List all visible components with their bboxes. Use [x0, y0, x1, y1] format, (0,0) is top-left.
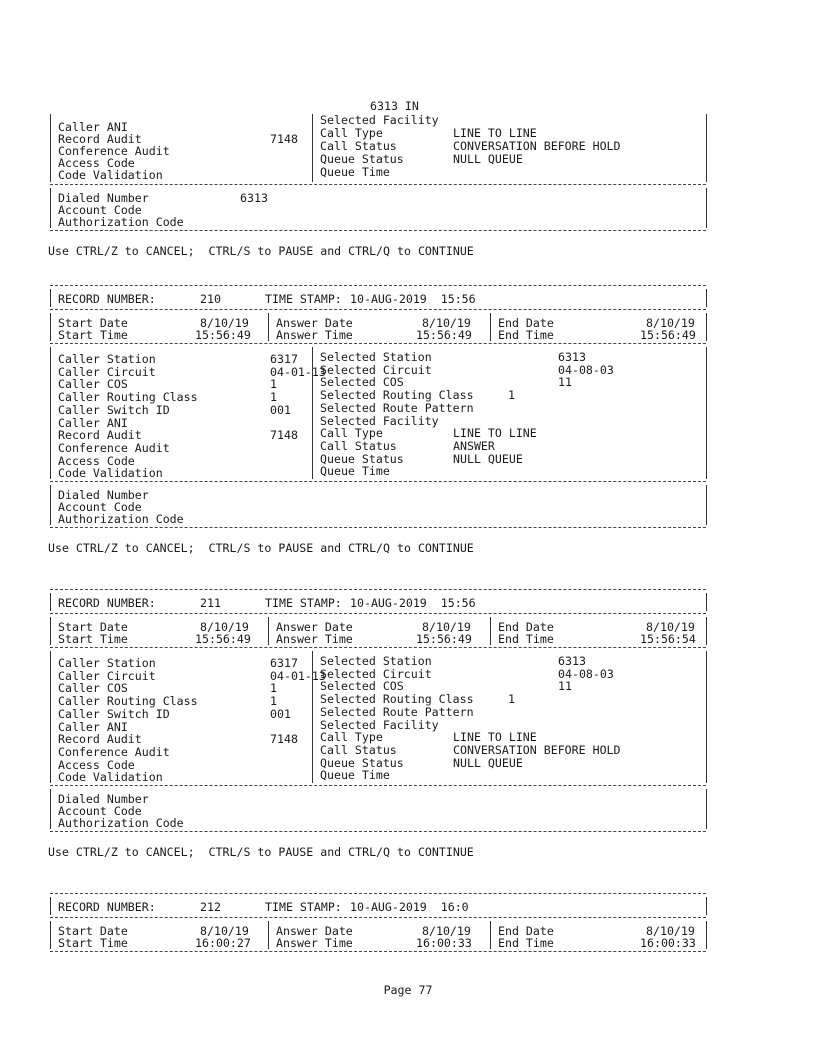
selected-station-value: 6313: [558, 654, 586, 668]
start-time-label: Start Time: [58, 936, 128, 950]
left-border: [50, 485, 51, 525]
selected-cos-label: Selected COS: [320, 679, 404, 694]
column-divider: [490, 617, 491, 645]
right-border: [706, 114, 707, 182]
selected-routing-class-value: 1: [508, 388, 515, 403]
call-status-label: Call Status: [320, 438, 397, 453]
column-divider: [268, 921, 269, 949]
selected-cos-label: Selected COS: [320, 375, 404, 390]
call-status-label: Call Status: [320, 139, 397, 153]
caller-switch-id-value: 001: [270, 402, 291, 417]
authorization-code-label: Authorization Code: [58, 816, 184, 830]
divider: [50, 785, 706, 786]
answer-date-label: Answer Date: [276, 620, 353, 634]
column-divider: [490, 921, 491, 949]
left-border: [50, 651, 51, 783]
continue-prompt: Use CTRL/Z to CANCEL; CTRL/S to PAUSE and CTRL/Q to CONTINUE: [48, 845, 474, 859]
start-time-value: 15:56:49: [195, 328, 251, 342]
end-date-label: End Date: [498, 924, 554, 938]
selected-route-pattern-label: Selected Route Pattern: [320, 400, 474, 415]
queue-status-value: NULL QUEUE: [453, 755, 523, 770]
right-border: [706, 651, 707, 783]
selected-circuit-label: Selected Circuit: [320, 362, 432, 377]
record-audit-label: Record Audit: [58, 732, 142, 747]
selected-circuit-value: 04-08-03: [558, 666, 614, 681]
left-border: [50, 897, 51, 915]
left-border: [50, 289, 51, 307]
record-number-value: 212: [200, 900, 221, 914]
selected-circuit-label: Selected Circuit: [320, 666, 432, 681]
left-border: [50, 347, 51, 479]
start-time-value: 15:56:49: [195, 632, 251, 646]
continuation-top-value: 6313 IN: [370, 99, 419, 113]
answer-time-value: 15:56:49: [416, 328, 472, 342]
column-divider: [312, 114, 313, 182]
page-number: Page 77: [383, 983, 433, 997]
account-code-label: Account Code: [58, 203, 142, 217]
conference-audit-label: Conference Audit: [58, 440, 170, 455]
answer-date-value: 8/10/19: [422, 620, 471, 634]
call-status-value: ANSWER: [453, 438, 495, 453]
end-date-value: 8/10/19: [646, 924, 695, 938]
access-code-label: Access Code: [58, 453, 135, 468]
column-divider: [268, 313, 269, 341]
caller-cos-value: 1: [270, 377, 277, 392]
caller-routing-class-value: 1: [270, 390, 277, 405]
access-code-label: Access Code: [58, 757, 135, 772]
caller-circuit-label: Caller Circuit: [58, 668, 156, 683]
caller-station-value: 6317: [270, 656, 298, 670]
divider: [50, 481, 706, 482]
caller-station-value: 6317: [270, 352, 298, 366]
account-code-label: Account Code: [58, 500, 142, 514]
divider: [50, 589, 706, 590]
queue-status-label: Queue Status: [320, 451, 404, 466]
dialed-number-label: Dialed Number: [58, 488, 149, 502]
record-audit-value: 7148: [270, 132, 298, 146]
left-border: [50, 114, 51, 182]
selected-route-pattern-label: Selected Route Pattern: [320, 704, 474, 719]
call-type-label: Call Type: [320, 126, 383, 140]
continue-prompt: Use CTRL/Z to CANCEL; CTRL/S to PAUSE and CTRL/Q to CONTINUE: [48, 244, 474, 258]
queue-status-label: Queue Status: [320, 152, 404, 166]
end-time-value: 16:00:33: [640, 936, 696, 950]
right-border: [706, 188, 707, 228]
selected-facility-label: Selected Facility: [320, 717, 439, 732]
right-border: [706, 617, 707, 645]
end-date-label: End Date: [498, 316, 554, 330]
caller-ani-label: Caller ANI: [58, 719, 128, 734]
answer-date-value: 8/10/19: [422, 316, 471, 330]
divider: [50, 831, 706, 832]
caller-cos-label: Caller COS: [58, 681, 128, 696]
caller-switch-id-value: 001: [270, 706, 291, 721]
time-stamp-label: TIME STAMP:: [265, 596, 342, 610]
queue-status-value: NULL QUEUE: [453, 451, 523, 466]
start-time-label: Start Time: [58, 328, 128, 342]
divider: [50, 951, 706, 952]
right-border: [706, 289, 707, 307]
call-type-value: LINE TO LINE: [453, 730, 537, 745]
caller-station-label: Caller Station: [58, 656, 156, 670]
record-number-label: RECORD NUMBER:: [58, 596, 156, 610]
left-border: [50, 789, 51, 829]
caller-station-label: Caller Station: [58, 352, 156, 366]
conference-audit-label: Conference Audit: [58, 144, 170, 158]
start-date-label: Start Date: [58, 620, 128, 634]
code-validation-label: Code Validation: [58, 466, 163, 481]
call-status-label: Call Status: [320, 742, 397, 757]
queue-time-label: Queue Time: [320, 165, 390, 179]
record-audit-label: Record Audit: [58, 132, 142, 146]
selected-station-value: 6313: [558, 350, 586, 364]
end-date-value: 8/10/19: [646, 620, 695, 634]
time-stamp-value: 10-AUG-2019 15:56: [350, 596, 476, 610]
answer-time-label: Answer Time: [276, 632, 353, 646]
call-status-value: CONVERSATION BEFORE HOLD: [453, 742, 621, 757]
column-divider: [490, 313, 491, 341]
answer-time-label: Answer Time: [276, 936, 353, 950]
authorization-code-label: Authorization Code: [58, 215, 184, 229]
time-stamp-label: TIME STAMP:: [265, 900, 342, 914]
right-border: [706, 897, 707, 915]
answer-time-value: 16:00:33: [416, 936, 472, 950]
record-number-label: RECORD NUMBER:: [58, 292, 156, 306]
right-border: [706, 921, 707, 949]
divider: [50, 184, 706, 185]
access-code-label: Access Code: [58, 156, 135, 170]
dialed-number-label: Dialed Number: [58, 792, 149, 806]
answer-date-label: Answer Date: [276, 316, 353, 330]
caller-circuit-value: 04-01-13: [270, 668, 326, 683]
caller-ani-label: Caller ANI: [58, 120, 128, 134]
code-validation-label: Code Validation: [58, 168, 163, 182]
left-border: [50, 188, 51, 228]
selected-routing-class-label: Selected Routing Class: [320, 692, 474, 707]
queue-time-label: Queue Time: [320, 464, 390, 479]
time-stamp-label: TIME STAMP:: [265, 292, 342, 306]
start-date-label: Start Date: [58, 316, 128, 330]
answer-time-label: Answer Time: [276, 328, 353, 342]
authorization-code-label: Authorization Code: [58, 512, 184, 526]
selected-station-label: Selected Station: [320, 654, 432, 668]
selected-cos-value: 11: [558, 679, 572, 694]
caller-ani-label: Caller ANI: [58, 415, 128, 430]
left-border: [50, 593, 51, 611]
selected-facility-label: Selected Facility: [320, 113, 439, 127]
right-border: [706, 789, 707, 829]
answer-time-value: 15:56:49: [416, 632, 472, 646]
start-time-label: Start Time: [58, 632, 128, 646]
record-number-value: 211: [200, 596, 221, 610]
caller-cos-label: Caller COS: [58, 377, 128, 392]
answer-date-value: 8/10/19: [422, 924, 471, 938]
end-time-label: End Time: [498, 936, 554, 950]
right-border: [706, 593, 707, 611]
record-audit-value: 7148: [270, 732, 298, 747]
selected-circuit-value: 04-08-03: [558, 362, 614, 377]
start-date-value: 8/10/19: [200, 924, 249, 938]
divider: [50, 647, 706, 648]
answer-date-label: Answer Date: [276, 924, 353, 938]
start-time-value: 16:00:27: [195, 936, 251, 950]
divider: [50, 343, 706, 344]
continue-prompt: Use CTRL/Z to CANCEL; CTRL/S to PAUSE and CTRL/Q to CONTINUE: [48, 541, 474, 555]
caller-cos-value: 1: [270, 681, 277, 696]
record-audit-label: Record Audit: [58, 428, 142, 443]
record-number-label: RECORD NUMBER:: [58, 900, 156, 914]
account-code-label: Account Code: [58, 804, 142, 818]
record-number-value: 210: [200, 292, 221, 306]
left-border: [50, 921, 51, 949]
start-date-value: 8/10/19: [200, 316, 249, 330]
divider: [50, 893, 706, 894]
call-type-value: LINE TO LINE: [453, 126, 537, 140]
selected-cos-value: 11: [558, 375, 572, 390]
end-time-label: End Time: [498, 328, 554, 342]
caller-routing-class-label: Caller Routing Class: [58, 390, 198, 405]
divider: [50, 230, 706, 231]
right-border: [706, 313, 707, 341]
caller-switch-id-label: Caller Switch ID: [58, 402, 170, 417]
caller-switch-id-label: Caller Switch ID: [58, 706, 170, 721]
end-date-label: End Date: [498, 620, 554, 634]
queue-time-label: Queue Time: [320, 768, 390, 783]
call-type-label: Call Type: [320, 426, 383, 441]
dialed-number-label: Dialed Number: [58, 191, 149, 205]
left-border: [50, 313, 51, 341]
right-border: [706, 347, 707, 479]
start-date-value: 8/10/19: [200, 620, 249, 634]
selected-facility-label: Selected Facility: [320, 413, 439, 428]
caller-circuit-value: 04-01-13: [270, 364, 326, 379]
left-border: [50, 617, 51, 645]
code-validation-label: Code Validation: [58, 770, 163, 785]
queue-status-value: NULL QUEUE: [453, 152, 523, 166]
selected-routing-class-value: 1: [508, 692, 515, 707]
call-type-label: Call Type: [320, 730, 383, 745]
call-status-value: CONVERSATION BEFORE HOLD: [453, 139, 621, 153]
divider: [50, 917, 706, 918]
record-audit-value: 7148: [270, 428, 298, 443]
caller-routing-class-label: Caller Routing Class: [58, 694, 198, 709]
conference-audit-label: Conference Audit: [58, 744, 170, 759]
call-type-value: LINE TO LINE: [453, 426, 537, 441]
queue-status-label: Queue Status: [320, 755, 404, 770]
divider: [50, 613, 706, 614]
divider: [50, 285, 706, 286]
start-date-label: Start Date: [58, 924, 128, 938]
column-divider: [268, 617, 269, 645]
right-border: [706, 485, 707, 525]
selected-station-label: Selected Station: [320, 350, 432, 364]
caller-routing-class-value: 1: [270, 694, 277, 709]
end-time-value: 15:56:54: [640, 632, 696, 646]
end-time-value: 15:56:49: [640, 328, 696, 342]
end-time-label: End Time: [498, 632, 554, 646]
dialed-number-value: 6313: [240, 191, 268, 205]
time-stamp-value: 10-AUG-2019 16:0: [350, 900, 469, 914]
divider: [50, 527, 706, 528]
selected-routing-class-label: Selected Routing Class: [320, 388, 474, 403]
end-date-value: 8/10/19: [646, 316, 695, 330]
caller-circuit-label: Caller Circuit: [58, 364, 156, 379]
divider: [50, 309, 706, 310]
time-stamp-value: 10-AUG-2019 15:56: [350, 292, 476, 306]
